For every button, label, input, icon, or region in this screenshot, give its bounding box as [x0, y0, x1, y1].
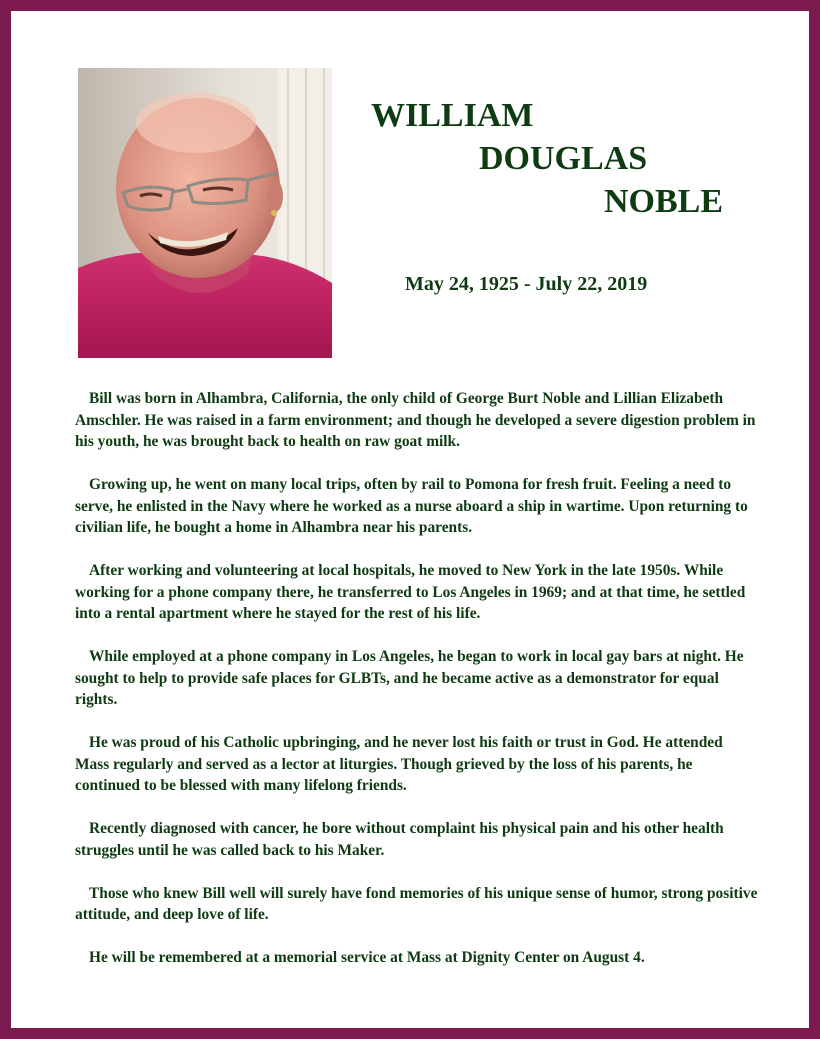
bio-paragraph: While employed at a phone company in Los Angeles, he began to work in local gay bars at night. He sought to help to provide safe places for GLBTs, and he became active as a demonstrator for equal rights.: [75, 648, 744, 708]
portrait-photo: [78, 68, 332, 358]
bio-paragraph: He will be remembered at a memorial service at Mass at Dignity Center on August 4.: [89, 949, 645, 966]
bio-paragraph: Those who knew Bill well will surely have fond memories of his unique sense of humor, strong positive attitude, and deep love of life.: [75, 884, 758, 923]
life-dates: May 24, 1925 - July 22, 2019: [405, 273, 648, 295]
name-last: NOBLE: [604, 183, 724, 220]
obituary-page: [11, 11, 809, 1028]
bio-paragraph: After working and volunteering at local hospitals, he moved to New York in the late 1950s. While working for a phone company there, he transferred to Los Angeles in 1969; and at that time, he settled into a rental apartment where he stayed for the rest of his life.: [75, 562, 746, 622]
name-middle: DOUGLAS: [479, 140, 648, 177]
bio-paragraph: Growing up, he went on many local trips, often by rail to Pomona for fresh fruit. Feeling a need to serve, he enlisted in the Navy where he worked as a nurse aboard a ship in wartime. Upon returning to civilian life, he bought a home in Alhambra near his parents.: [75, 476, 748, 536]
name-first: WILLIAM: [371, 97, 534, 134]
biography: [75, 388, 760, 990]
bio-paragraph: He was proud of his Catholic upbringing, and he never lost his faith or trust in God. He attended Mass regularly and served as a lector at liturgies. Though grieved by the loss of his parents, he continued to be blessed with many lifelong friends.: [75, 734, 723, 794]
bio-paragraph: Recently diagnosed with cancer, he bore without complaint his physical pain and his other health struggles until he was called back to his Maker.: [75, 820, 724, 859]
bio-paragraph: Bill was born in Alhambra, California, the only child of George Burt Noble and Lillian Elizabeth Amschler. He was raised in a farm environment; and though he developed a severe digestion problem in his youth, he was brought back to health on raw goat milk.: [75, 390, 756, 450]
